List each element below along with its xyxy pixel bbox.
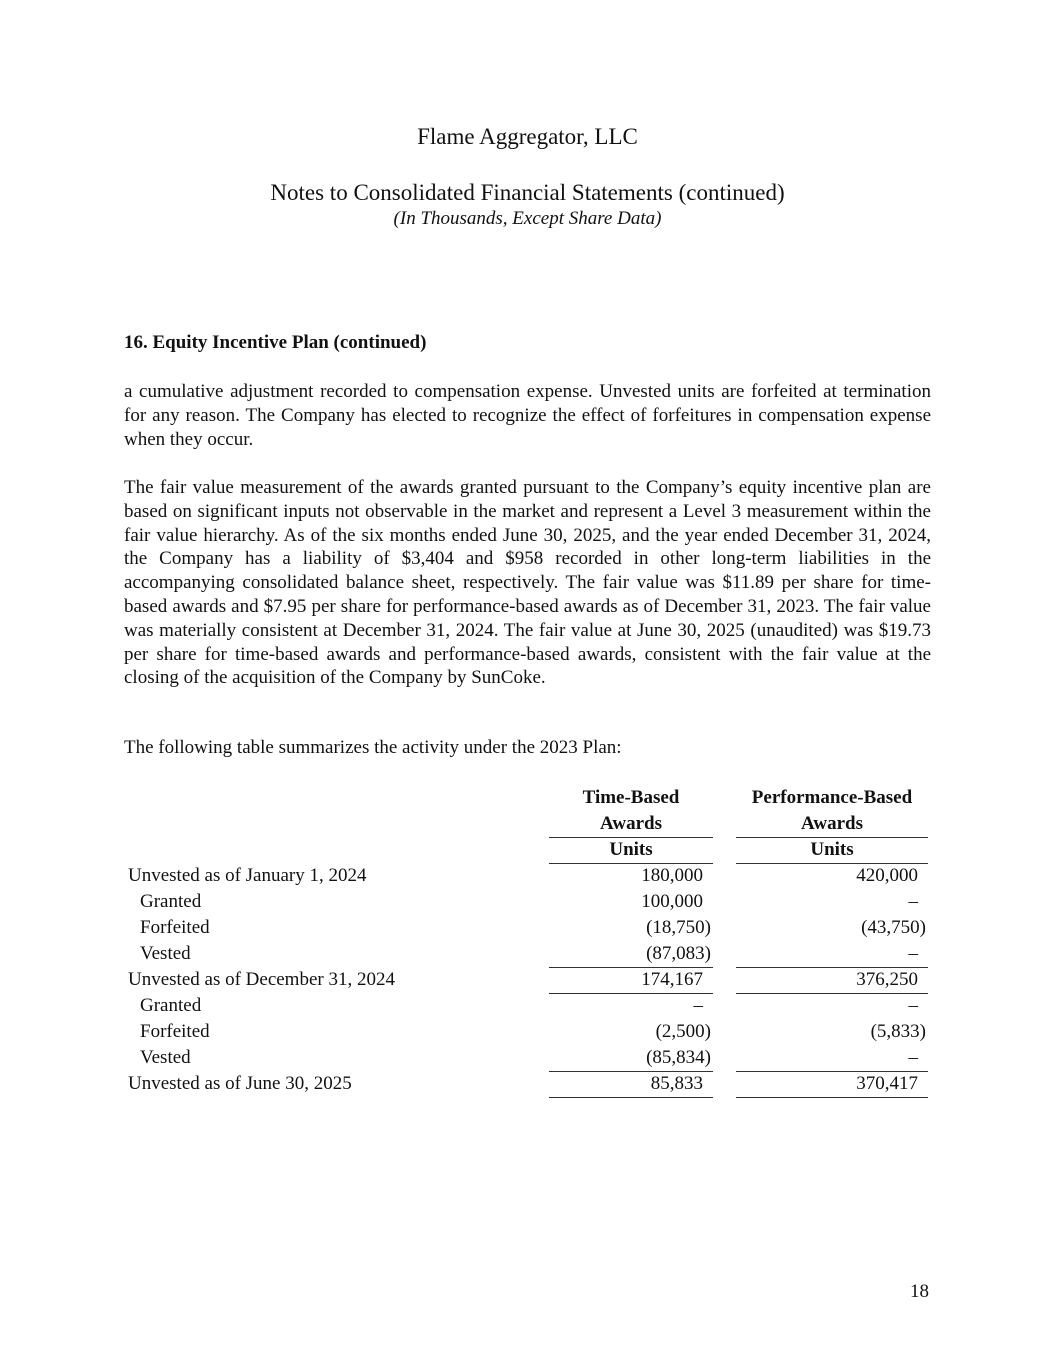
- notes-title: Notes to Consolidated Financial Statements (continued): [270, 180, 785, 205]
- page-number: 18: [910, 1281, 929, 1302]
- table-row-total: Unvested as of June 30, 2025 85,833 370,417: [124, 1071, 932, 1097]
- table-row: Vested (85,834) –: [124, 1045, 932, 1071]
- paragraph-2: The fair value measurement of the awards granted pursuant to the Company’s equity incentive plan are based on significant inputs not observable in the market and represent a Level 3 measurement within the fair value hierarchy. As of the six months ended June 30, 2025, and the year ended December 31, 2024, the Company has a liability of $3,404 and $958 recorded in other long-term liabilities in the accompanying consolidated balance sheet, respectively. The fair value was $11.89 per share for time-based awards and $7.95 per share for performance-based awards as of December 31, 2023. The fair value was materially consistent at December 31, 2024. The fair value at June 30, 2025 (unaudited) was $19.73 per share for time-based awards and performance-based awards, consistent with the fair value at the closing of the acquisition of the Company by SunCoke.: [124, 477, 931, 689]
- header-time-awards: Awards: [549, 811, 713, 838]
- paragraph-3: The following table summarizes the activity under the 2023 Plan:: [124, 737, 622, 758]
- header-time-units: Units: [549, 837, 713, 864]
- header-row-2: [124, 811, 932, 837]
- awards-activity-table: [124, 785, 932, 1097]
- paragraph-1: a cumulative adjustment recorded to compensation expense. Unvested units are forfeited at termination for any reason. The Company has elected to recognize the effect of forfeitures in compensation expense when they occur.: [124, 381, 931, 450]
- company-name: Flame Aggregator, LLC: [417, 124, 638, 149]
- table-row-subtotal: Unvested as of December 31, 2024 174,167 376,250: [124, 967, 932, 993]
- subtitle: (In Thousands, Except Share Data): [393, 208, 662, 229]
- header-row-1: [124, 785, 932, 811]
- header-time-based: Time-Based: [582, 787, 680, 808]
- table-row: Granted 100,000 –: [140, 891, 918, 912]
- section-heading: 16. Equity Incentive Plan (continued): [124, 332, 427, 353]
- table-row: Forfeited (18,750) (43,750): [140, 917, 926, 938]
- table-row: Forfeited (2,500) (5,833): [140, 1021, 926, 1042]
- table-row: Vested (87,083) –: [124, 941, 932, 967]
- table-row: Unvested as of January 1, 2024 180,000 420,000: [128, 865, 918, 886]
- header-perf-awards: Awards: [736, 811, 928, 838]
- header-performance-based: Performance-Based: [751, 787, 913, 808]
- header-row-3: [124, 837, 932, 863]
- table-row: Granted – –: [140, 995, 918, 1016]
- header-perf-units: Units: [736, 837, 928, 864]
